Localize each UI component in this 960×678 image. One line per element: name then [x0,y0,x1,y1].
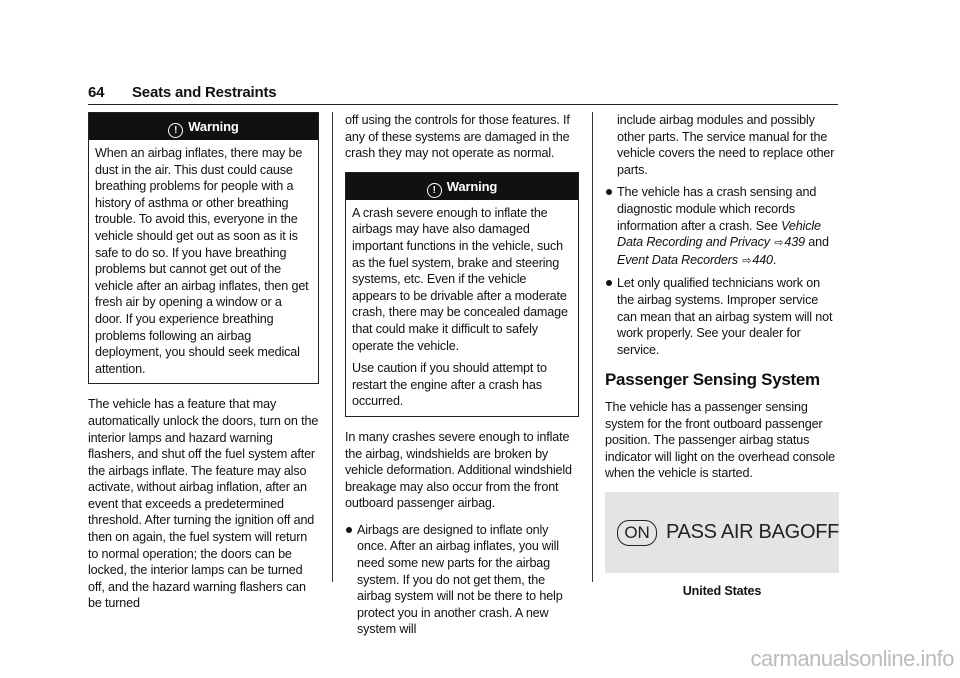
list-item: Let only qualified technicians work on the airbag systems. Improper service can mean that an airbag system will not work properly. See your dealer for service. [605,275,839,358]
body-paragraph: The vehicle has a passenger sensing system for the front outboard passenger position. The passenger airbag status indicator will light on the overhead console when the vehicle is started. [605,399,836,481]
warning-title: Warning [188,119,239,134]
page-header [88,82,838,105]
page-reference-arrow-icon: ⇨ [774,237,784,250]
warning-text: A crash severe enough to inflate the airbags may have also damaged important functions in the vehicle, such as the fuel system, brake and steering systems, etc. Even if the vehicle appears to be drivable after a moderate crash, there may be concealed damage that could make it difficult to safely operate the vehicle. [352,205,568,353]
list-item-continued: include airbag modules and possibly other parts. The service manual for the vehicle covers the need to replace other parts. [617,113,835,177]
warning-header [346,173,578,200]
column-1 [88,112,319,622]
list-item: The vehicle has a crash sensing and diagnostic module which records information after a crash. See Vehicle Data Recording and Privacy ⇨439 and Event Data Recorders ⇨440. [605,184,839,269]
list-item: Airbags are designed to inflate only once. After an airbag inflates, you will need some new parts for the airbag system. If you do not get them, the airbag system will not be there to help protect you in another crash. A new system will [345,522,579,638]
cross-reference-link[interactable]: Vehicle Data Recording and Privacy [617,218,821,250]
warning-text: Use caution if you should attempt to restart the engine after a crash has occurred. [352,361,547,409]
page-reference-arrow-icon: ⇨ [742,254,752,267]
cross-reference-link[interactable]: Event Data Recorders [617,252,738,267]
airbag-status-indicator [605,492,839,573]
column-divider [332,112,333,582]
warning-box [88,112,319,384]
column-2 [345,112,579,644]
indicator-label: PASS AIR BAG [666,520,800,543]
section-title: Seats and Restraints [132,84,277,101]
warning-header [89,113,318,140]
warning-body [89,140,318,383]
indicator-on-symbol: ON [617,520,657,546]
body-paragraph: In many crashes severe enough to inflate the airbag, windshields are broken by vehicle deformation. Additional windshield breakage may also occur from the front outboard passenger airbag. [345,429,572,511]
warning-body [346,200,578,416]
page-reference[interactable]: 439 [784,235,805,250]
bullet-list [605,184,839,358]
page-reference[interactable]: 440 [752,252,773,267]
warning-box [345,172,579,417]
body-paragraph: off using the controls for those features. If any of these systems are damaged in the crash they may not operate as normal. [345,113,570,161]
figure-caption: United States [682,583,762,598]
column-divider [592,112,593,582]
page-number: 64 [88,84,105,101]
warning-title: Warning [446,178,498,194]
warning-text: When an airbag inflates, there may be dust in the air. This dust could cause breathing problems for people with a history of asthma or other breathing trouble. To avoid this, everyone in the vehicle should get out as soon as it is safe to do so. If you have breathing problems but cannot get out of the vehicle after an airbag inflates, then get fresh air by opening a window or a door. If you experience breathing problems following an airbag deployment, you should seek medical attention. [95,146,309,376]
body-paragraph: The vehicle has a feature that may automatically unlock the doors, turn on the interior lamps and hazard warning flashers, and shut off the fuel system after the airbags inflate. The feature may also activate, without airbag inflation, after an event that exceeds a predetermined threshold. After turning the ignition off and then on again, the fuel system will return to normal operation; the doors can be locked, the interior lamps can be turned off, and the hazard warning flashers can be turned [88,397,319,611]
watermark: carmanualsonline.info [750,646,954,671]
warning-icon: ! [427,183,442,198]
warning-icon: ! [168,123,183,138]
indicator-off-label: OFF [800,520,840,543]
column-3 [605,112,839,599]
bullet-list [345,522,579,638]
section-heading: Passenger Sensing System [605,370,820,390]
